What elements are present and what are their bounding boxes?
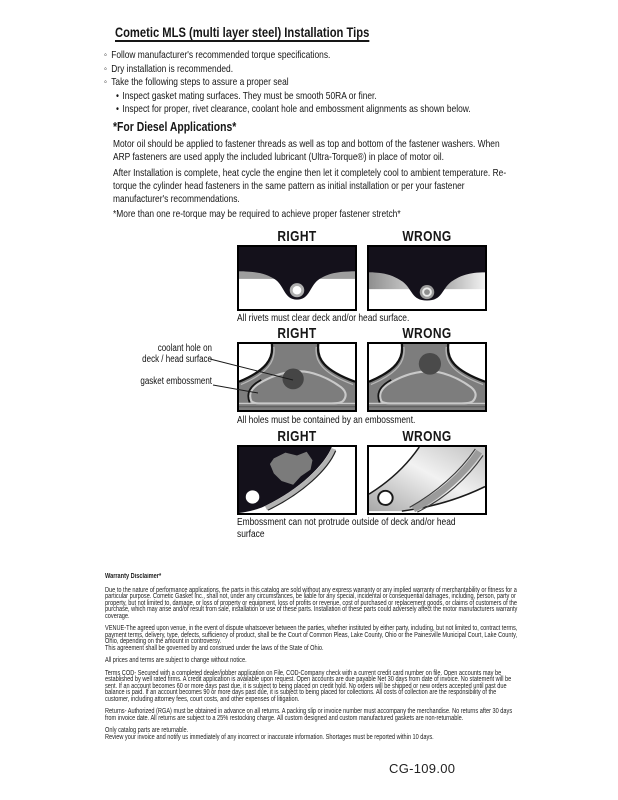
warranty-paragraph: VENUE-The agreed upon venue, in the event of dispute whatsoever between the parties, whether instituted by either party, including, but not limited to, contract terms, payment terms, delivery, type, defects, sufficiency of product, shall be the Court of Common Pleas, Lake County, Ohio or the Painesville Municipal Court, Lake County, Ohio, depending on the amount in controversy. bbox=[105, 625, 518, 645]
rivet-wrong-diagram bbox=[369, 247, 485, 309]
protrusion-right-figure bbox=[237, 445, 357, 515]
list-item-text: Follow manufacturer's recommended torque specifications. bbox=[111, 49, 331, 61]
page-title: Cometic MLS (multi layer steel) Installation Tips bbox=[115, 24, 370, 40]
warranty-paragraph: Review your invoice and notify us immediately of any incorrect or inaccurate information. Shortages must be reported within 10 days. bbox=[105, 733, 434, 741]
page-number: CG-109.00 bbox=[389, 761, 456, 776]
coolant-hole-label-line2: deck / head surface bbox=[142, 353, 212, 365]
filled-bullet-icon: • bbox=[116, 103, 119, 115]
warranty-paragraph: Returns- Authorized (RGA) must be obtained in advance on all returns. A packing slip or invoice number must accompany the merchandise. No returns after 30 days from invoice date. All returns are subject to a 25% restocking charge. All custom designed and custom manufactured gaskets are non-returnable. bbox=[105, 708, 513, 722]
coolant-hole-label-line1: coolant hole on bbox=[157, 343, 212, 354]
rivet-right-figure bbox=[237, 245, 357, 311]
right-label: RIGHT bbox=[277, 325, 317, 342]
retorque-note: *More than one re-torque may be required to achieve proper fastener stretch* bbox=[113, 208, 401, 220]
warranty-paragraph: Due to the nature of performance applications, the parts in this catalog are sold without any express warranty or any implied warranty of merchantability or fitness for a particular purpose. Cometic Gasket Inc., shall not, under any circumstances, be liable for any special, incidental or consequential damages, including, person, party or property, but not limited to, damage, or loss of property or equipment, loss of profits or revenue, cost of purchased or replacement goods, or claims of customers of the purchase, which may arise and/or result from sale, installation or use of these parts. Installation of these parts could adversely affect the motor manufacturers warranty coverage. bbox=[105, 586, 518, 620]
warranty-disclaimer bbox=[105, 574, 518, 747]
embossment-wrong-figure bbox=[367, 342, 487, 412]
warranty-paragraph: All prices and terms are subject to change without notice. bbox=[105, 657, 247, 664]
right-label: RIGHT bbox=[277, 428, 317, 445]
list-item-text: Take the following steps to assure a proper seal bbox=[111, 76, 289, 88]
rivet-wrong-figure bbox=[367, 245, 487, 311]
gasket-embossment-label: gasket embossment bbox=[140, 376, 212, 387]
open-bullet-icon: ◦ bbox=[104, 62, 107, 75]
protrusion-right-diagram bbox=[239, 447, 355, 513]
protrusion-wrong-figure bbox=[367, 445, 487, 515]
sub-list-item-text: Inspect gasket mating surfaces. They must be smooth 50RA or finer. bbox=[122, 89, 377, 102]
figure-caption: All rivets must clear deck and/or head surface. bbox=[237, 312, 410, 324]
wrong-label: WRONG bbox=[402, 325, 452, 342]
coolant-hole-label bbox=[100, 344, 212, 365]
sub-list-item bbox=[104, 103, 552, 117]
figure-caption: All holes must be contained by an embossment. bbox=[237, 414, 416, 426]
warranty-heading: Warranty Disclaimer* bbox=[105, 573, 162, 580]
list-item-text: Dry installation is recommended. bbox=[111, 62, 234, 75]
open-bullet-icon: ◦ bbox=[104, 76, 107, 88]
sub-list-item bbox=[104, 90, 552, 104]
list-item bbox=[104, 63, 552, 77]
sub-list-item-text: Inspect for proper, rivet clearance, coolant hole and embossment alignments as shown below. bbox=[122, 103, 471, 115]
open-bullet-icon: ◦ bbox=[104, 49, 107, 61]
list-item bbox=[104, 49, 552, 63]
rivet-right-diagram bbox=[239, 247, 355, 309]
warranty-paragraph: Only catalog parts are returnable. bbox=[105, 727, 189, 734]
embossment-wrong-diagram bbox=[369, 344, 485, 410]
annotation-pointer-lines bbox=[200, 350, 300, 400]
protrusion-wrong-diagram bbox=[369, 447, 485, 513]
filled-bullet-icon: • bbox=[116, 89, 119, 102]
right-label: RIGHT bbox=[277, 228, 317, 245]
diesel-section-heading: *For Diesel Applications* bbox=[113, 119, 237, 134]
diesel-paragraph: After Installation is complete, heat cycle the engine then let it completely cool to ambient temperature. Re-torque the cylinder head fasteners in the same pattern as initial installation or per your fastener manufacturer's recommendations. bbox=[113, 167, 507, 206]
wrong-label: WRONG bbox=[402, 428, 452, 445]
figure-caption: Embossment can not protrude outside of deck and/or head surface bbox=[237, 516, 456, 540]
figure-annotations bbox=[100, 344, 212, 388]
installation-tips-list bbox=[104, 49, 552, 117]
wrong-label: WRONG bbox=[402, 228, 452, 245]
warranty-paragraph: This agreement shall be governed by and construed under the laws of the State of Ohio. bbox=[105, 644, 324, 652]
warranty-paragraph: Terms COD- Secured with a completed dealer/jobber application on File, COD-Company check with a current credit card number on file. Open accounts may be established by well rated firms. A credit application is available upon request. Open accounts are due payable Net 30 days from date of invoice. No statement will be sent. If an account becomes 60 or more days past due, it is subject to being placed on credit hold. No orders will be shipped or new orders accepted until past due balance is paid. If an account becomes 90 or more days past due, it is subject to being placed for collections. All costs of collection are the responsibility of the customer, including attorney fees, court costs, and other expenses of litigation. bbox=[105, 669, 512, 703]
list-item bbox=[104, 76, 552, 90]
diesel-paragraph: Motor oil should be applied to fastener threads as well as top and bottom of the fastener washers. When ARP fasteners are used apply the included lubricant (Ultra-Torque®) in place of motor oil. bbox=[113, 138, 500, 164]
